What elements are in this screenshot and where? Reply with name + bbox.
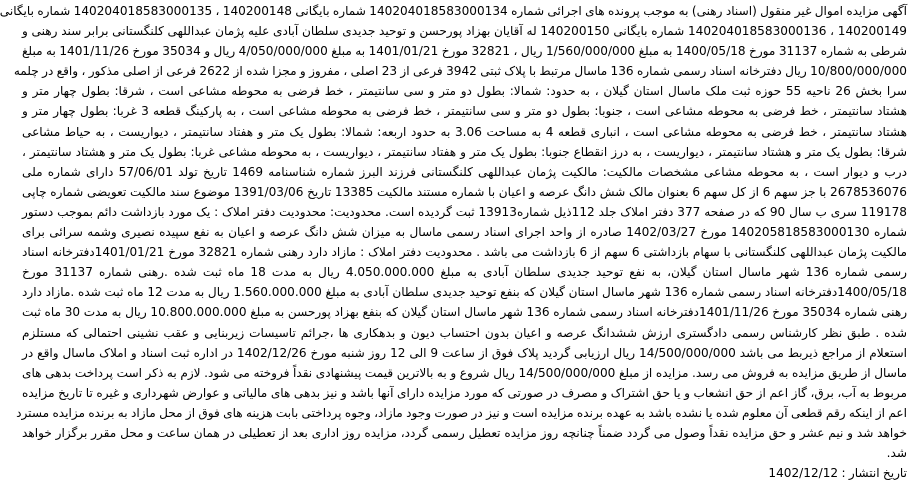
notice-line: خواهد شد و نیم عشر و حق مزایده نقداً وصول می گردد ضمناً چنانچه روز مزایده تعطیل رسمی گردد، مزایده روز اداری بعد از تعطیلی در همان ساعت و محل مقرر برگزار خواهد [22, 425, 907, 440]
notice-line: استعلام از مراجع ذیربط می باشد 14/500/000/000 ریال ارزیابی گردید پلاک فوق از ساعت 9 الی 12 روز شنبه مورخ 1402/12/26 در اداره ثبت اسناد و املاک ماسال واقع در [22, 345, 907, 360]
notice-line: رهنی شماره 35034 مورخ 1401/11/26دفترخانه اسناد رسمی شماره 136 شهر ماسال استان گیلان که بنفع بهزاد پورحسن به مبلغ 10.800.000.000 ریال به مدت 30 ماه ثبت [22, 305, 908, 320]
notice-line: شد. [886, 446, 907, 461]
notice-line: هشتاد سانتیمتر ، خط فرضی به محوطه مشاعی است ، انباری قطعه 4 به مساحت 3.06 به حدود اربعه: شمالا: بطول یک متر و هفتاد سانتیمتر ، دیواریست ، به حیاط مشاعی [22, 124, 908, 139]
publication-date: تاریخ انتشار : 1402/12/12 [768, 466, 907, 481]
notice-line: شده . طبق نظر کارشناس رسمی دادگستری ارزش ششدانگ عرصه و اعیان بدون احتساب دیون و بدهکاری ها ،جرائم تاسیسات زیربنایی و عقب نشینی احتمالی که مستلزم [22, 325, 907, 340]
notice-line: 10/800/000/000 ریال دفترخانه اسناد رسمی شماره 136 ماسال مرتبط با پلاک ثبتی 3942 فرعی از 23 اصلی ، مفروز و مجزا شده از 2622 فرعی از اصلی مذکور ، واقع در چلمه [13, 64, 907, 79]
notice-line: سرا بخش 26 ناحیه 55 حوزه ثبت ملک ماسال استان گیلان ، به حدود: شمالا: بطول دو متر و سی سانتیمتر ، خط فرضی به محوطه مشاعی است ، شرقا: بطول چهار متر و [22, 84, 907, 99]
notice-line: مالکیت پژمان عبداللهی کلنگستانی با سهام بازداشتی 6 سهم از 6 بازداشت می باشد . محدودیت دفتر املاک : مازاد دارد رهنی شماره 32821 مورخ 1401/01/21دفترخانه اسناد [22, 245, 908, 260]
notice-line: 2678536076 با جز سهم 6 از کل سهم 6 بعنوان مالک شش دانگ عرصه و اعیان با شماره مستند مالکیت 13385 تاریخ 1391/03/06 موضوع سند مالکیت تعویضی شماره چاپی [22, 184, 907, 199]
notice-line: شرقا: بطول یک متر و هشتاد سانتیمتر ، دیواریست ، به درز انقطاع جنوبا: بطول یک متر و هفتاد سانتیمتر ، دیواریست ، به محوطه مشاعی غربا: بطول یک متر و هشتاد سانتیمتر ، [22, 144, 907, 159]
notice-line: مربوط به آب، برق، گاز اعم از حق انشعاب و یا حق اشتراک و مصرف در صورتی که مورد مزایده دارای آنها باشد و نیز بدهی های مالیاتی و عوارض شهرداری و غیره تا تاریخ مزایده [22, 385, 907, 400]
notice-line: اعم از اینکه رقم قطعی آن معلوم شده یا نشده باشد به عهده برنده مزایده است و نیز در صورت وجود مازاد، وجوه پرداختی بابت هزینه های فوق از محل مازاد به برنده مزایده مسترد [16, 405, 907, 420]
notice-line: 119178 سری ب سال 90 که در صفحه 377 دفتر املاک جلد 112ذیل شماره13913 ثبت گردیده است. محدودیت: محدودیت دفتر املاک : یک مورد بازداشت دائم بموجب دستور [22, 204, 907, 219]
notice-line: ماسال از طریق مزایده به فروش می رسد. مزایده از مبلغ 14/500/000/000 ریال شروع و به بالاترین قیمت پیشنهادی نقداً فروخته می شود. لازم به ذکر است پرداخت بدهی های [22, 365, 907, 380]
notice-line: 140200149 ، 140204018583000136 شماره بایگانی 140200150 له آقایان بهزاد پورحسن و توحید جدیدی سلطان آبادی علیه پژمان عبداللهی کلنگستانی برابر سند رهنی و [22, 24, 907, 39]
notice-line: هشتاد سانتیمتر ، خط فرضی به محوطه مشاعی است ، جنوبا: بطول دو متر و سی سانتیمتر ، خط فرضی به محوطه مشاعی است ، به پارکینگ قطعه 3 غربا: بطول چهار متر و [22, 104, 907, 119]
notice-line: درب و دیوار است ، به محوطه مشاعی مشخصات مالکیت: مالکیت پژمان عبداللهی کلنگستانی فرزند البرز شماره شناسنامه 1469 تاریخ تولد 57/06/01 دارای شماره ملی [22, 164, 908, 179]
notice-line: شرطی به شماره 31137 مورخ 1400/05/18 به مبلغ 1/560/000/000 ریال ، 32821 مورخ 1401/01/21 به مبلغ 4/050/000/000 ریال و 35034 مورخ 1401/11/26 به مبلغ [22, 44, 908, 59]
notice-line: 1400/05/18دفترخانه اسناد رسمی شماره 136 شهر ماسال استان گیلان که بنفع توحید جدیدی سلطان آبادی به مبلغ 1.560.000.000 ریال به مدت 12 ماه ثبت شده .مازاد دارد [22, 285, 908, 300]
notice-line: رسمی شماره 136 شهر ماسال استان گیلان، به نفع توحید جدیدی سلطان آبادی به مبلغ 4.050.000.000 ریال به مدت 18 ماه ثبت شده .رهنی شماره 31137 مورخ [22, 265, 907, 280]
notice-line: شماره 140205818583000130 مورخ 1402/03/27 صادره از واحد اجرای اسناد رسمی ماسال به میزان شش دانگ عرصه و اعیان به نفع سپیده نصیری وشمه سرائی برای [22, 225, 907, 240]
notice-line: آگهی مزایده اموال غیر منقول (اسناد رهنی) به موجب پرونده های اجرائی شماره 140204018583000134 شماره بایگانی 140200148 ، 140204018583000135 شماره بایگانی [0, 4, 907, 18]
